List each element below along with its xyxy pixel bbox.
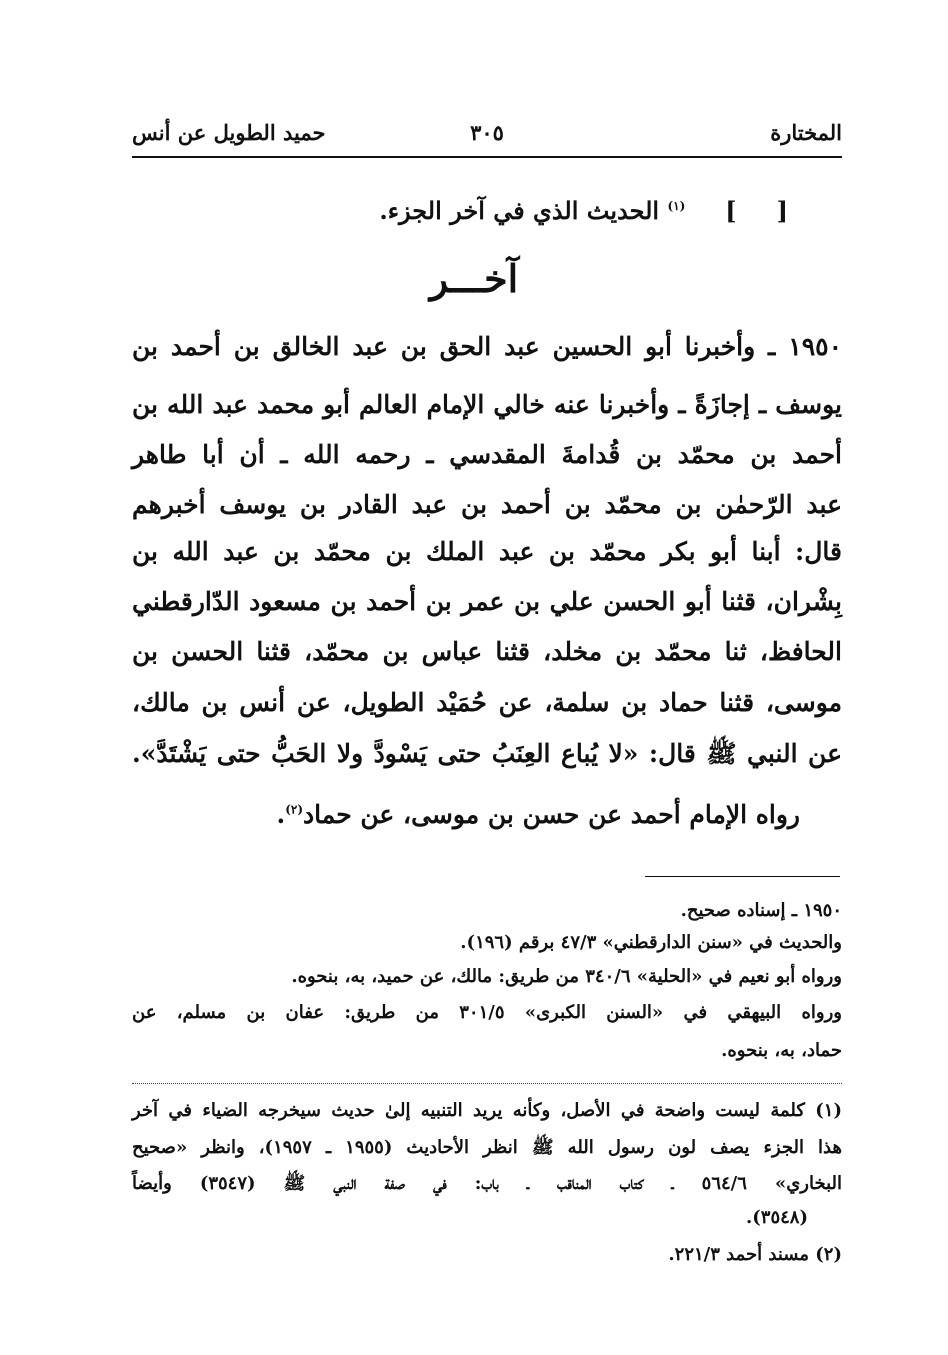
narration-end: . <box>276 800 286 829</box>
hadith-line: ١٩٥٠ ـ وأخبرنا أبو الحسين عبد الحق بن عبد الخالق بن أحمد بن <box>132 332 842 361</box>
lead-line <box>379 196 788 225</box>
footnote-line: والحديث في «سنن الدارقطني» ٤٧/٣ برقم (١٩٦). <box>460 932 842 953</box>
hadith-line: بِشْران، قثنا أبو الحسن علي بن عمر بن أحمد بن مسعود الدّارقطني <box>132 587 842 616</box>
hadith-line: أحمد بن محمّد بن قُدامةَ المقدسي ـ رحمه الله ـ أن أبا طاهر <box>132 440 842 469</box>
footnote-dotted-divider <box>132 1083 842 1084</box>
numbered-footnote-line: هذا الجزء يصف لون رسول الله ﷺ انظر الأحاديث (١٩٥٥ ـ ١٩٥٧)، وانظر «صحيح <box>132 1137 842 1158</box>
narration-line <box>0 800 800 829</box>
lead-text: الحديث الذي في آخر الجزء. <box>379 196 660 225</box>
narration-note-ref: (٢) <box>285 802 304 817</box>
hadith-line: الحافظ، ثنا محمّد بن مخلد، قثنا عباس بن محمّد، قثنا الحسن بن <box>132 637 842 666</box>
footnote-line: ورواه البيهقي في «السنن الكبرى» ٣٠١/٥ من طريق: عفان بن مسلم، عن <box>132 1002 842 1023</box>
footnote-line: حماد، به، بنحوه. <box>721 1040 842 1061</box>
numbered-footnote-line: (٢) مسند أحمد ٢٢١/٣. <box>668 1244 842 1265</box>
section-title <box>0 256 948 301</box>
close-bracket: ] <box>725 196 737 225</box>
hadith-line: عن النبي ﷺ قال: «لا يُباع العِنَبُ حتى يَسْودَّ ولا الحَبُّ حتى يَشْتَدَّ». <box>132 739 842 768</box>
chapter-title: حميد الطويل عن أنس <box>132 120 326 145</box>
note-ref: (١) <box>667 199 686 213</box>
hadith-line: عبد الرّحمٰن بن محمّد بن أحمد بن عبد القادر بن يوسف أخبرهم <box>132 490 842 519</box>
page-number: ٣٠٥ <box>470 120 504 145</box>
numbered-footnote-line: (١) كلمة ليست واضحة في الأصل، وكأنه يريد التنبيه إلىٰ حديث سيخرجه الضياء في آخر <box>132 1100 842 1121</box>
running-header <box>132 120 842 156</box>
hadith-line: يوسف ـ إجازَةً ـ وأخبرنا عنه خالي الإمام العالم أبو محمد عبد الله بن <box>132 390 842 419</box>
footnote-line: ١٩٥٠ ـ إسناده صحيح. <box>680 900 842 921</box>
book-title: المختارة <box>770 120 842 145</box>
section-title-text: آخـــر <box>429 256 519 301</box>
numbered-footnote-line: البخاري» ٥٦٤/٦ ـ كتاب المناقب ـ باب: في صفة النبي ﷺ (٣٥٤٧) وأيضاً <box>132 1173 842 1194</box>
header-rule <box>132 156 842 158</box>
numbered-footnote-line: (٣٥٤٨). <box>746 1207 808 1228</box>
open-bracket: [ <box>776 196 788 225</box>
footnote-line: ورواه أبو نعيم في «الحلية» ٣٤٠/٦ من طريق: مالك، عن حميد، به، بنحوه. <box>291 966 842 987</box>
footnote-divider <box>645 876 840 877</box>
hadith-line: قال: أبنا أبو بكر محمّد بن عبد الملك بن محمّد بن عبد الله بن <box>132 537 842 566</box>
hadith-line: موسى، قثنا حماد بن سلمة، عن حُمَيْد الطويل، عن أنس بن مالك، <box>132 688 842 717</box>
narration-text: رواه الإمام أحمد عن حسن بن موسى، عن حماد <box>303 800 800 829</box>
